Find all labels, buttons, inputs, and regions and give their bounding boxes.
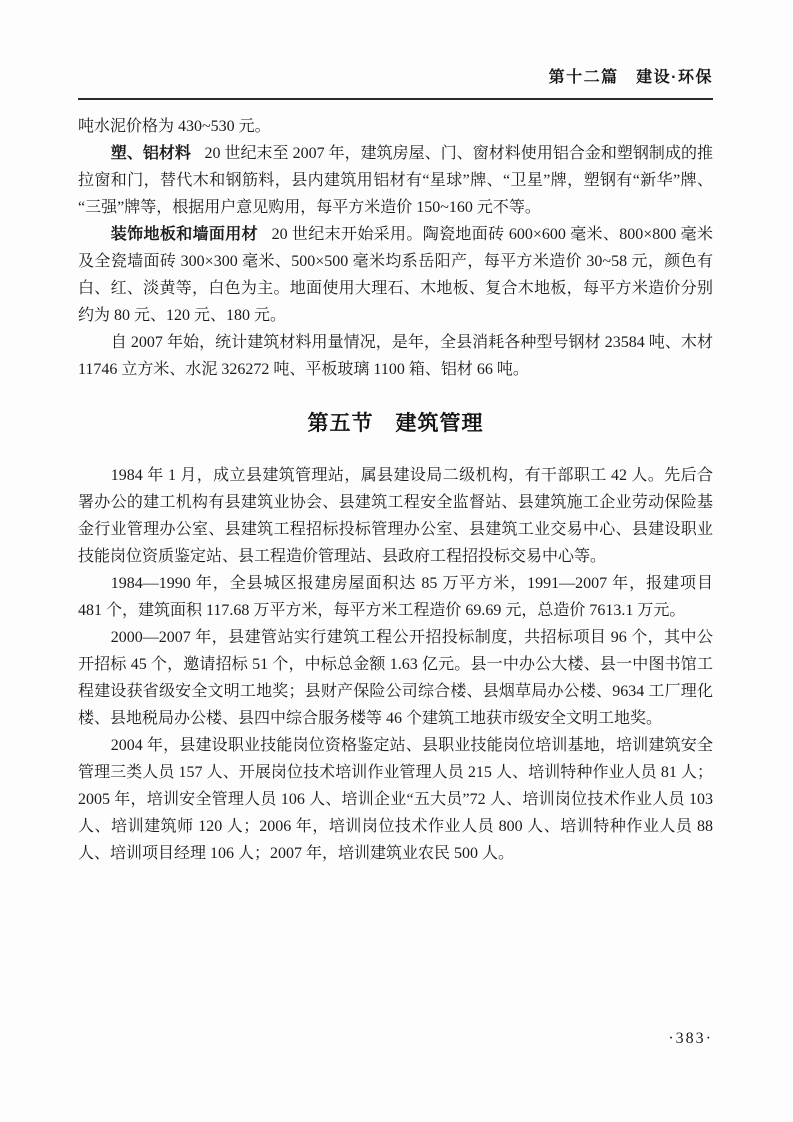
paragraph-lead: 装饰地板和墙面用材 [110,226,258,243]
paragraph: 2000—2007 年，县建管站实行建筑工程公开招投标制度，共招标项目 96 个，其中公开招标 45 个，邀请招标 51 个，中标总金额 1.63 亿元。县一中办公大楼、县一中图书馆工程建设获省级安全文明工地奖；县财产保险公司综合楼、县烟草局办公楼、9634 工厂理化楼、县地税局办公楼、县四中综合服务楼等 46 个建筑工地获市级安全文明工地奖。 [78,629,713,727]
section-heading: 第五节 建筑管理 [307,412,484,435]
paragraph [78,140,713,221]
paragraph: 自 2007 年始，统计建筑材料用量情况，是年，全县消耗各种型号钢材 23584 吨、木材 11746 立方米、水泥 326272 吨、平板玻璃 1100 箱、铝材 66 吨。 [78,334,713,378]
page-content [78,0,713,867]
paragraph-lead: 塑、铝材料 [110,145,191,162]
page-number: ·383· [668,1030,713,1047]
page-header [78,0,713,100]
paragraph: 吨水泥价格为 430~530 元。 [78,118,271,135]
paragraph: 1984—1990 年，全县城区报建房屋面积达 85 万平方米，1991—2007 年，报建项目 481 个，建筑面积 117.68 万平方米，每平方米工程造价 69.69 元，总造价 7613.1 万元。 [78,575,713,619]
paragraph: 2004 年，县建设职业技能岗位资格鉴定站、县职业技能岗位培训基地，培训建筑安全管理三类人员 157 人、开展岗位技术培训作业管理人员 215 人、培训特种作业人员 81 人；2005 年，培训安全管理人员 106 人、培训企业“五大员”72 人、培训岗位技术作业人员 103 人、培训建筑师 120 人；2006 年，培训岗位技术作业人员 800 人、培训特种作业人员 88 人、培训项目经理 106 人；2007 年，培训建筑业农民 500 人。 [78,737,713,862]
paragraph [78,221,713,329]
paragraph-text: 20 世纪末至 2007 年，建筑房屋、门、窗材料使用铝合金和塑钢制成的推拉窗和门，替代木和钢筋料，县内建筑用铝材有“星球”牌、“卫星”牌，塑钢有“新华”牌、“三强”牌等，根据用户意见购用，每平方米造价 150~160 元不等。 [78,145,713,216]
page-body [78,100,713,867]
running-head: 第十二篇 建设·环保 [548,69,713,86]
paragraph: 1984 年 1 月，成立县建筑管理站，属县建设局二级机构，有干部职工 42 人。先后合署办公的建工机构有县建筑业协会、县建筑工程安全监督站、县建筑施工企业劳动保险基金行业管理办公室、县建筑工程招标投标管理办公室、县建筑工业交易中心、县建设职业技能岗位资质鉴定站、县工程造价管理站、县政府工程招投标交易中心等。 [78,467,713,565]
paragraph-text: 20 世纪末开始采用。陶瓷地面砖 600×600 毫米、800×800 毫米及全瓷墙面砖 300×300 毫米、500×500 毫米均系岳阳产，每平方米造价 30~58 元，颜色有白、红、淡黄等，白色为主。地面使用大理石、木地板、复合木地板，每平方米造价分别约为 80 元、120 元、180 元。 [78,226,713,324]
